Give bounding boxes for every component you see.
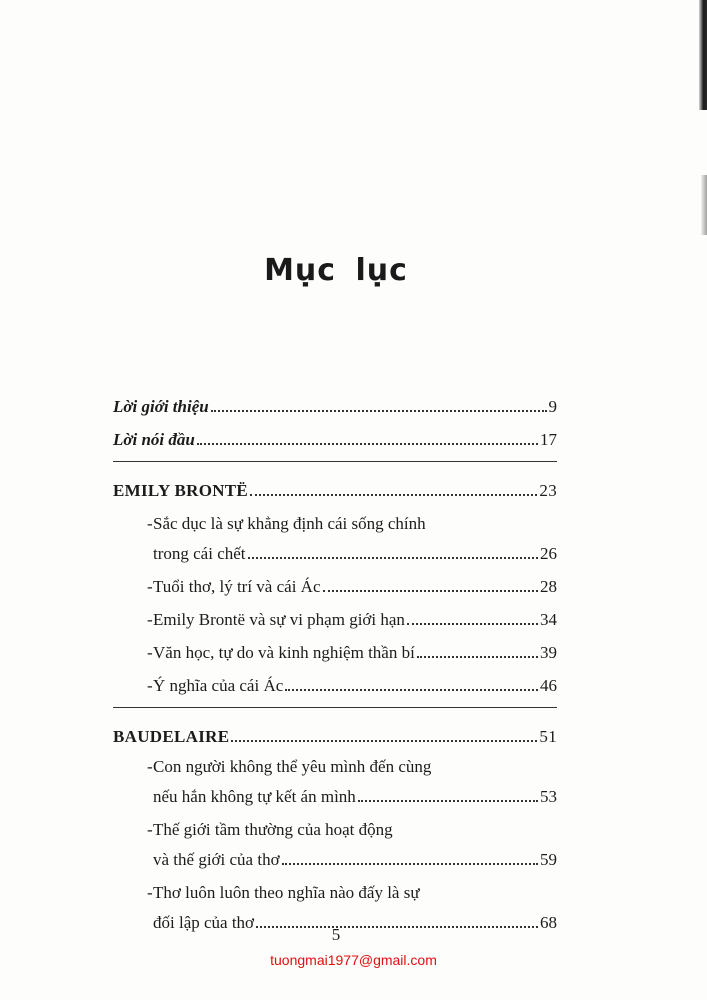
section-divider bbox=[113, 707, 557, 708]
dot-leader bbox=[358, 800, 538, 802]
subentry-line2: trong cái chết bbox=[153, 544, 246, 563]
dot-leader bbox=[407, 623, 538, 625]
dash-marker: - bbox=[147, 820, 153, 839]
subentry-line1: Thế giới tầm thường của hoạt động bbox=[153, 820, 393, 839]
subentry-line2: đối lập của thơ bbox=[153, 913, 255, 932]
page-number: 5 bbox=[331, 925, 341, 944]
toc-subentry[interactable] bbox=[113, 671, 557, 701]
toc-subentry[interactable] bbox=[113, 509, 557, 569]
toc-entry-page: 17 bbox=[540, 430, 557, 449]
subentry-page: 28 bbox=[540, 577, 557, 596]
toc-entry-preface[interactable] bbox=[113, 425, 557, 455]
section-heading: BAUDELAIRE bbox=[113, 727, 230, 746]
subentry-line1: Sắc dục là sự khẳng định cái sống chính bbox=[153, 514, 426, 533]
dot-leader bbox=[285, 689, 538, 691]
watermark-email: tuongmai1977@gmail.com bbox=[270, 952, 437, 968]
toc-subentry[interactable] bbox=[113, 572, 557, 602]
dot-leader bbox=[197, 443, 538, 445]
dot-leader bbox=[231, 740, 537, 742]
dot-leader bbox=[250, 494, 537, 496]
section-heading: EMILY BRONTË bbox=[113, 481, 249, 500]
page-edge-shadow-lower bbox=[701, 175, 707, 235]
dash-marker: - bbox=[147, 577, 153, 596]
subentry-label: Emily Brontë và sự vi phạm giới hạn bbox=[153, 610, 405, 629]
dot-leader bbox=[417, 656, 538, 658]
page-edge-shadow bbox=[699, 0, 707, 110]
dash-marker: - bbox=[147, 757, 153, 776]
subentry-label: Ý nghĩa của cái Ác bbox=[153, 676, 284, 695]
section-page: 23 bbox=[539, 481, 557, 500]
subentry-page: 34 bbox=[540, 610, 557, 629]
subentry-page: 39 bbox=[540, 643, 557, 662]
toc-title: Mục lục bbox=[264, 253, 408, 288]
toc-entry-intro[interactable] bbox=[113, 392, 557, 422]
dot-leader bbox=[211, 410, 547, 412]
subentry-line1: Thơ luôn luôn theo nghĩa nào đấy là sự bbox=[153, 883, 420, 902]
dash-marker: - bbox=[147, 883, 153, 902]
subentry-line1: Con người không thể yêu mình đến cùng bbox=[153, 757, 432, 776]
toc-entry-page: 9 bbox=[548, 397, 557, 416]
subentry-page: 26 bbox=[540, 544, 557, 563]
toc-section-baudelaire[interactable] bbox=[113, 722, 557, 752]
dash-marker: - bbox=[147, 643, 153, 662]
subentry-line2: nếu hắn không tự kết án mình bbox=[153, 787, 356, 806]
subentry-page: 59 bbox=[540, 850, 557, 869]
toc-entry-label: Lời nói đầu bbox=[113, 430, 195, 449]
subentry-page: 68 bbox=[540, 913, 557, 932]
subentry-page: 46 bbox=[540, 676, 557, 695]
dot-leader bbox=[323, 590, 539, 592]
section-divider bbox=[113, 461, 557, 462]
dot-leader bbox=[282, 863, 538, 865]
toc-entry-label: Lời giới thiệu bbox=[113, 397, 209, 416]
toc-subentry[interactable] bbox=[113, 752, 557, 812]
toc-subentry[interactable] bbox=[113, 638, 557, 668]
subentry-label: Văn học, tự do và kinh nghiệm thần bí bbox=[153, 643, 415, 662]
subentry-page: 53 bbox=[540, 787, 557, 806]
toc-section-emily-bronte[interactable] bbox=[113, 476, 557, 506]
subentry-line2: và thế giới của thơ bbox=[153, 850, 280, 869]
subentry-label: Tuổi thơ, lý trí và cái Ác bbox=[153, 577, 321, 596]
dash-marker: - bbox=[147, 514, 153, 533]
toc-subentry[interactable] bbox=[113, 605, 557, 635]
section-page: 51 bbox=[539, 727, 557, 746]
table-of-contents bbox=[113, 392, 557, 938]
toc-subentry[interactable] bbox=[113, 815, 557, 875]
dot-leader bbox=[248, 557, 538, 559]
dash-marker: - bbox=[147, 610, 153, 629]
dash-marker: - bbox=[147, 676, 153, 695]
